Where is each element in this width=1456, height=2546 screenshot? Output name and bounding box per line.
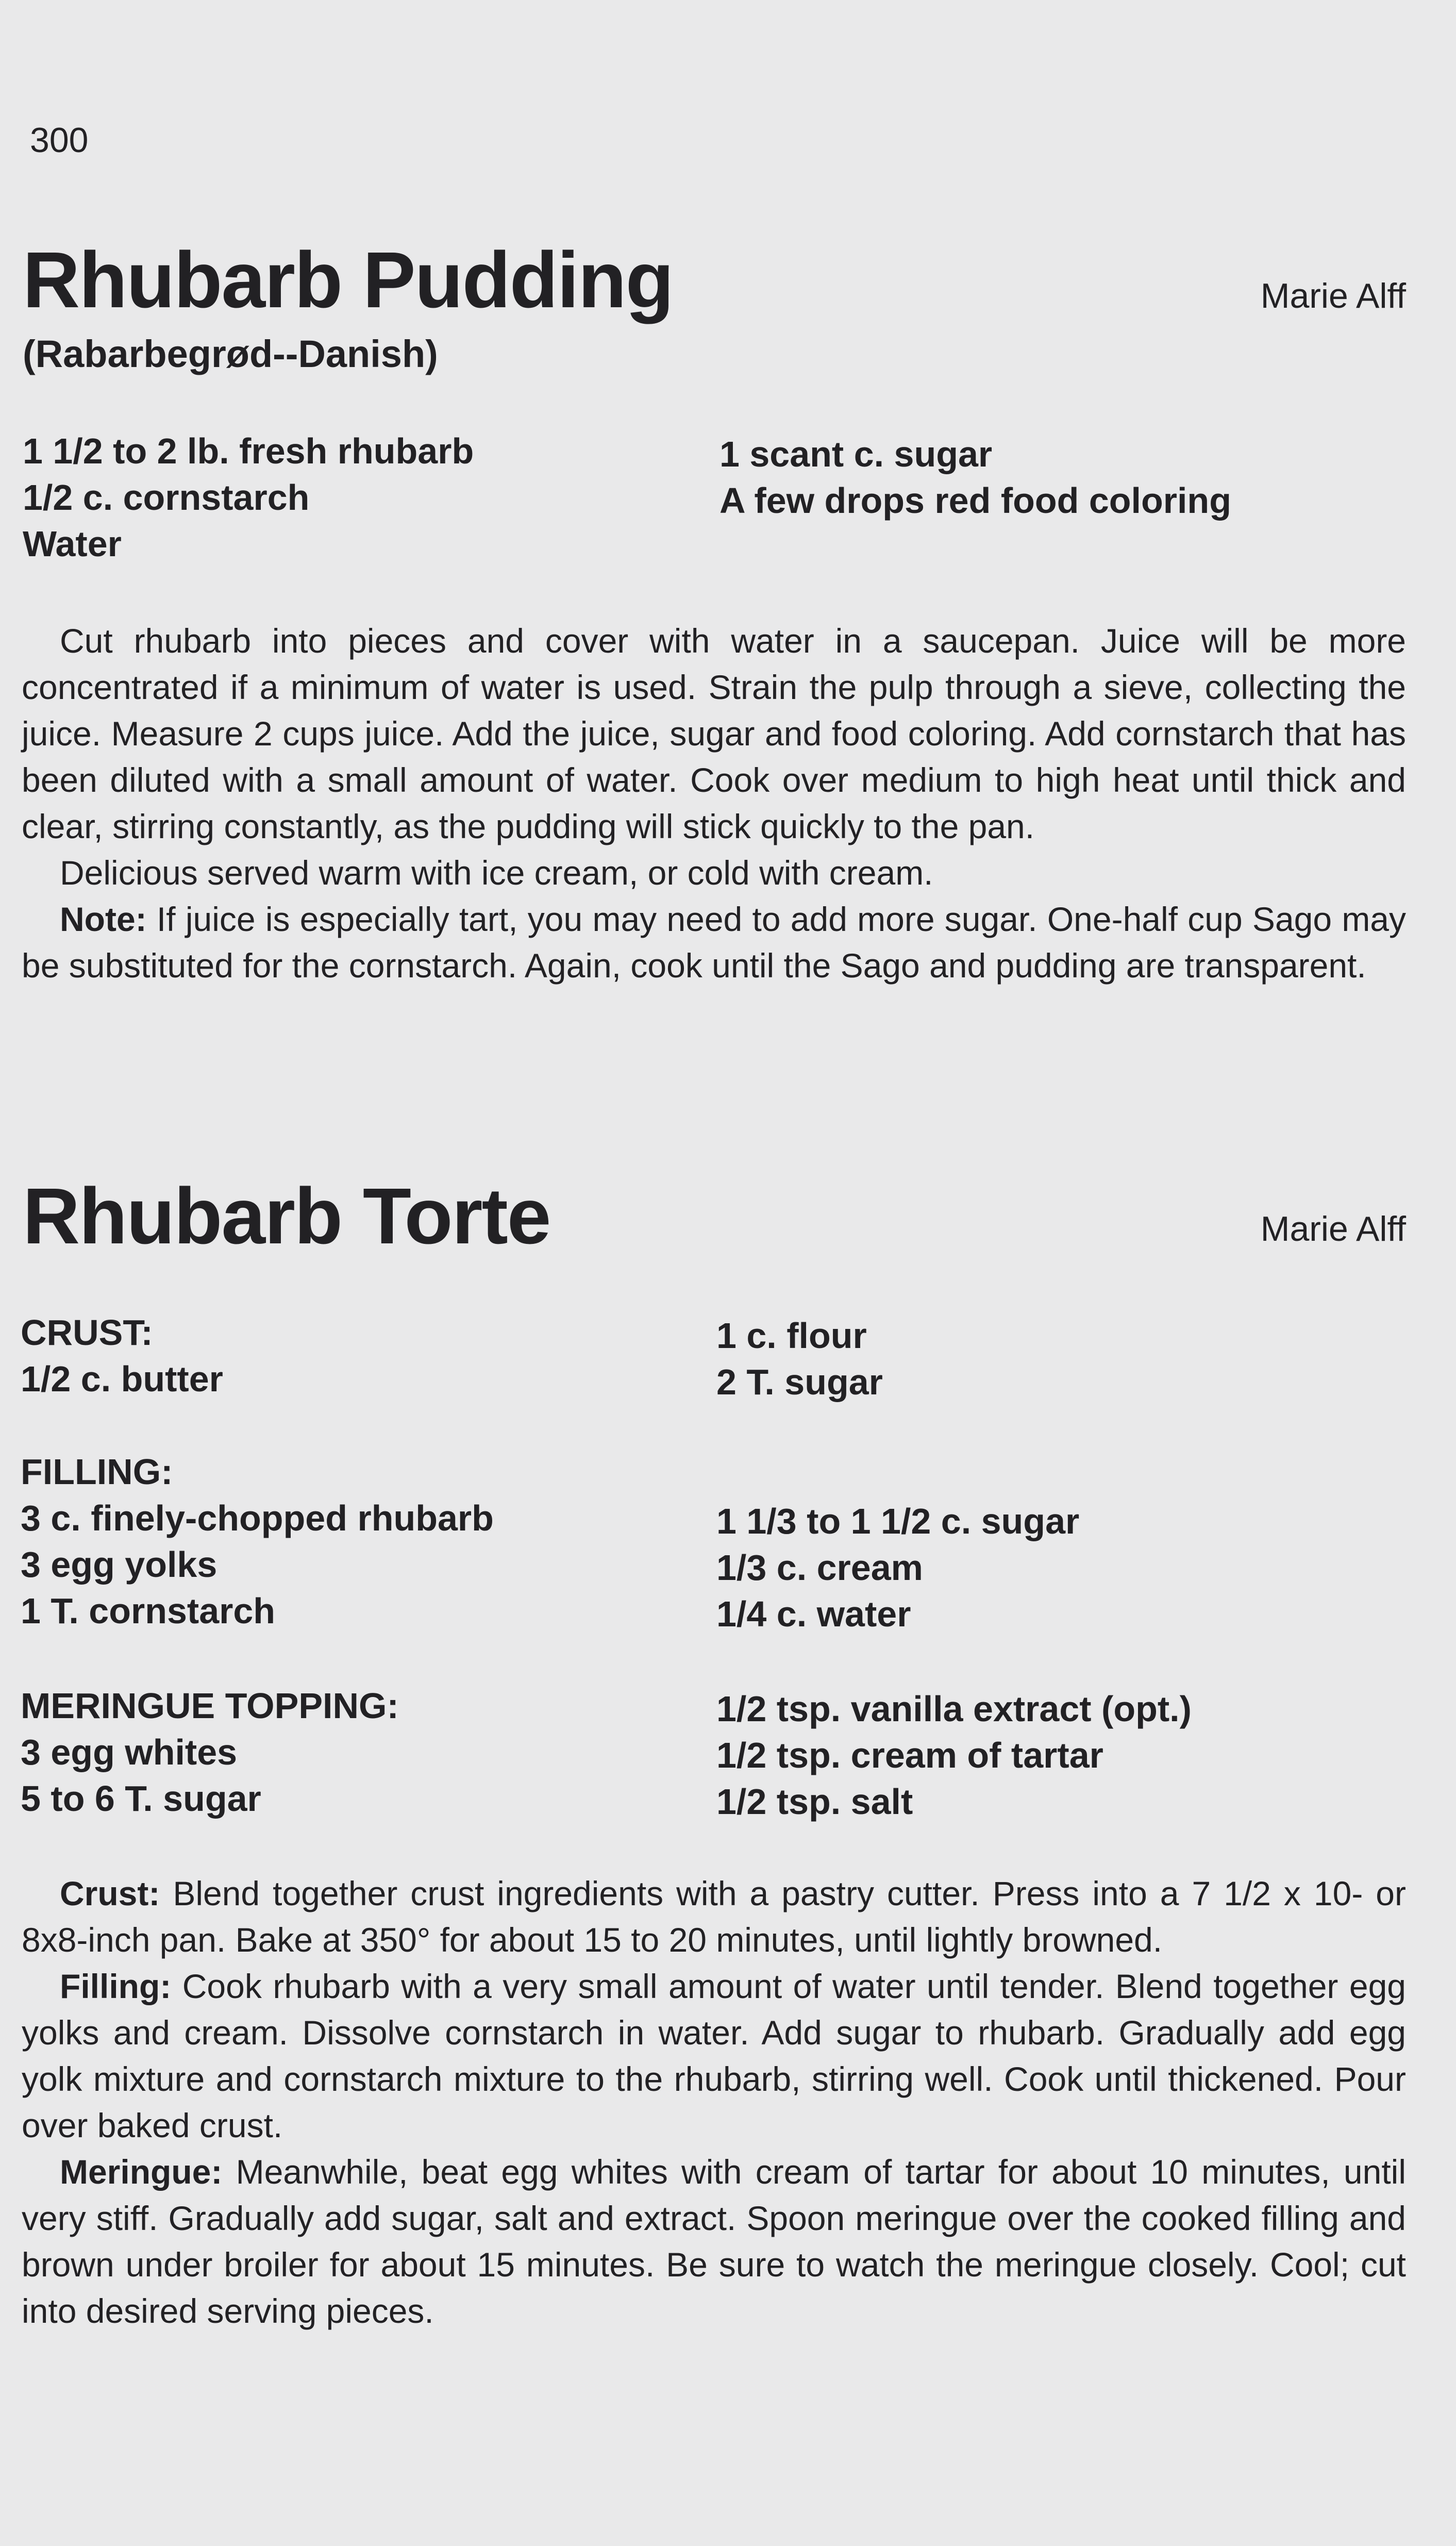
ingredients-left: [23, 428, 474, 567]
crust-ingredients-right: [716, 1312, 883, 1405]
ingredient: 1/2 c. butter: [21, 1359, 223, 1399]
page-number: 300: [30, 121, 89, 160]
instruction-paragraph: [22, 1963, 1406, 2149]
recipe-instructions: [22, 618, 1406, 989]
paragraph-text: Cut rhubarb into pieces and cover with water in a saucepan. Juice will be more concentrated if a minimum of water is used. Strain the pulp through a sieve, collecting the juice. Measure 2 cups juice. Add the juice, sugar and food coloring. Add cornstarch that has been diluted with a small amount of water. Cook over medium to high heat until thick and clear, stirring constantly, as the pudding will stick quickly to the pan.: [22, 622, 1406, 845]
ingredient: 5 to 6 T. sugar: [21, 1778, 261, 1819]
paragraph-text: Cook rhubarb with a very small amount of water until tender. Blend together egg yolks and cream. Dissolve cornstarch in water. Add sugar to rhubarb. Gradually add egg yolk mixture and cornstarch mixture to the rhubarb, stirring well. Cook until thickened. Pour over baked crust.: [22, 1967, 1406, 2144]
ingredient: 1 T. cornstarch: [21, 1591, 276, 1631]
ingredient: 3 c. finely-chopped rhubarb: [21, 1498, 494, 1538]
ingredient: 1 1/3 to 1 1/2 c. sugar: [716, 1501, 1080, 1541]
meringue-ingredients-left: [21, 1729, 261, 1822]
ingredient: 1/2 tsp. salt: [716, 1782, 913, 1822]
ingredient: 1/3 c. cream: [716, 1547, 923, 1588]
filling-label: FILLING:: [21, 1452, 173, 1492]
filling-ingredients-left: [21, 1495, 494, 1634]
filling-ingredients-right: [716, 1498, 1079, 1637]
paragraph-text: Meanwhile, beat egg whites with cream of tartar for about 10 minutes, until very stiff. Gradually add sugar, salt and extract. Spoon meringue over the cooked filling and brown under broiler for about 15 minutes. Be sure to watch the meringue closely. Cool; cut into desired serving pieces.: [22, 2153, 1406, 2330]
meringue-label: MERINGUE TOPPING:: [21, 1686, 399, 1726]
paragraph-lead: Filling:: [60, 1967, 172, 2005]
paragraph-lead: Note:: [60, 900, 147, 938]
recipe-instructions: [22, 1870, 1406, 2334]
instruction-paragraph: [22, 1870, 1406, 1963]
ingredient: 1 c. flour: [716, 1316, 867, 1356]
ingredient: 1 1/2 to 2 lb. fresh rhubarb: [23, 431, 474, 471]
instruction-paragraph: [22, 2149, 1406, 2334]
recipe-author: Marie Alff: [1260, 276, 1406, 315]
recipe-title: Rhubarb Torte: [23, 1172, 550, 1260]
ingredient: 3 egg yolks: [21, 1544, 217, 1585]
ingredient: Water: [23, 524, 122, 564]
recipe-subtitle: (Rabarbegrød--Danish): [23, 332, 438, 375]
recipe-title: Rhubarb Pudding: [23, 236, 673, 324]
instruction-paragraph: [22, 896, 1406, 989]
ingredient: 1/2 c. cornstarch: [23, 477, 310, 518]
instruction-paragraph: [22, 850, 1406, 896]
crust-ingredients-left: [21, 1356, 223, 1402]
crust-label: CRUST:: [21, 1312, 153, 1353]
ingredient: 2 T. sugar: [716, 1362, 883, 1402]
ingredient: 1/2 tsp. vanilla extract (opt.): [716, 1689, 1192, 1729]
ingredient: 3 egg whites: [21, 1732, 238, 1772]
ingredient: 1 scant c. sugar: [719, 434, 993, 474]
ingredient: 1/4 c. water: [716, 1594, 911, 1634]
paragraph-lead: Meringue:: [60, 2153, 223, 2191]
paragraph-text: If juice is especially tart, you may need to add more sugar. One-half cup Sago may be substituted for the cornstarch. Again, cook until the Sago and pudding are transparent.: [22, 900, 1406, 985]
paragraph-text: Blend together crust ingredients with a pastry cutter. Press into a 7 1/2 x 10- or 8x8-inch pan. Bake at 350° for about 15 to 20 minutes, until lightly browned.: [22, 1874, 1406, 1959]
ingredient: 1/2 tsp. cream of tartar: [716, 1735, 1103, 1775]
paragraph-text: Delicious served warm with ice cream, or cold with cream.: [60, 854, 933, 892]
recipe-author: Marie Alff: [1260, 1209, 1406, 1249]
paragraph-lead: Crust:: [60, 1874, 160, 1912]
meringue-ingredients-right: [716, 1686, 1192, 1825]
instruction-paragraph: [22, 618, 1406, 850]
ingredients-right: [719, 431, 1231, 524]
ingredient: A few drops red food coloring: [719, 480, 1231, 521]
